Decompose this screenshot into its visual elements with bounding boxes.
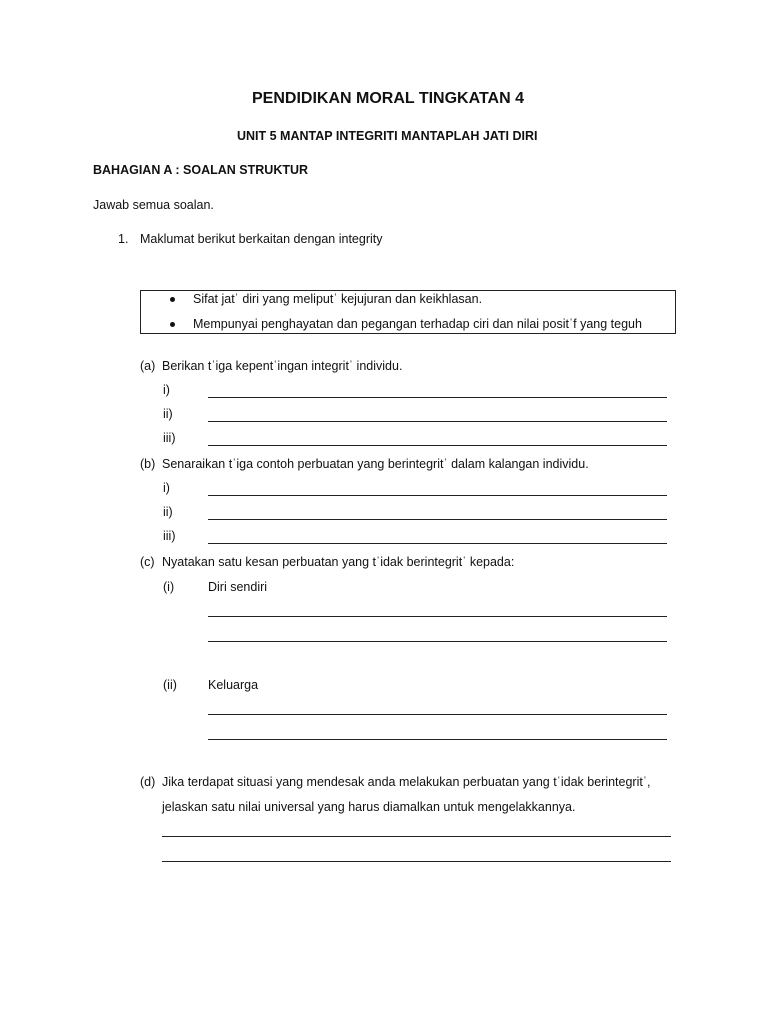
answer-label: iii) (163, 431, 176, 445)
bullet-icon (170, 297, 175, 302)
answer-label: ii) (163, 505, 173, 519)
unit-title: UNIT 5 MANTAP INTEGRITI MANTAPLAH JATI DIRI (237, 129, 538, 143)
answer-line[interactable] (208, 421, 667, 422)
part-c-label: (c) (140, 555, 155, 569)
info-item-1: Sifat jatˈ diri yang meliputˈ kejujuran dan keikhlasan. (193, 292, 483, 306)
answer-line[interactable] (208, 616, 667, 617)
answer-line[interactable] (208, 519, 667, 520)
question-stem: Maklumat berikut berkaitan dengan integrity (140, 232, 383, 246)
part-c-sub-text: Diri sendiri (208, 580, 268, 594)
answer-line[interactable] (208, 495, 667, 496)
section-title: BAHAGIAN A : SOALAN STRUKTUR (93, 163, 309, 177)
part-a-label: (a) (140, 359, 156, 373)
part-b-label: (b) (140, 457, 156, 471)
answer-line[interactable] (162, 836, 671, 837)
answer-line[interactable] (208, 739, 667, 740)
answer-line[interactable] (208, 397, 667, 398)
answer-label: iii) (163, 529, 176, 543)
part-d-text-2: jelaskan satu nilai universal yang harus diamalkan untuk mengelakkannya. (162, 800, 576, 814)
part-c-text: Nyatakan satu kesan perbuatan yang tˈidak berintegritˈ kepada: (162, 555, 515, 569)
part-a-text: Berikan tˈiga kepentˈingan integritˈ individu. (162, 359, 403, 373)
info-item-2: Mempunyai penghayatan dan pegangan terhadap ciri dan nilai positˈf yang teguh (193, 317, 642, 331)
answer-label: i) (163, 481, 170, 495)
part-b-text: Senaraikan tˈiga contoh perbuatan yang berintegritˈ dalam kalangan individu. (162, 457, 589, 471)
part-c-sub-text: Keluarga (208, 678, 259, 692)
question-number: 1. (118, 232, 129, 246)
answer-line[interactable] (208, 641, 667, 642)
part-c-sub-label: (ii) (163, 678, 177, 692)
bullet-icon (170, 322, 175, 327)
part-d-text-1: Jika terdapat situasi yang mendesak anda melakukan perbuatan yang tˈidak berintegritˈ, (162, 775, 651, 789)
part-c-sub-label: (i) (163, 580, 175, 594)
answer-line[interactable] (208, 543, 667, 544)
answer-label: ii) (163, 407, 173, 421)
answer-line[interactable] (208, 714, 667, 715)
answer-line[interactable] (162, 861, 671, 862)
instruction-text: Jawab semua soalan. (93, 198, 214, 212)
part-d-label: (d) (140, 775, 156, 789)
answer-line[interactable] (208, 445, 667, 446)
page-title: PENDIDIKAN MORAL TINGKATAN 4 (252, 90, 524, 107)
answer-label: i) (163, 383, 170, 397)
